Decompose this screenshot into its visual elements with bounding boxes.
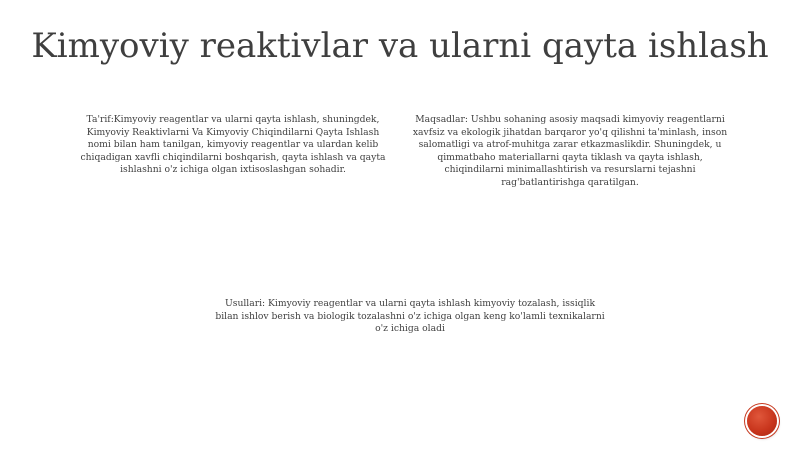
goals-text: Maqsadlar: Ushbu sohaning asosiy maqsadi kimyoviy reagentlarni xavfsiz va ekologik jihatdan barqaror yo'q qilishni ta'minlash, inson salomatligi va atrof-muhitga zarar etkazmaslikdir. Shuningdek, u qimmatbaho materiallarni qayta tiklash va qayta ishlash, chiqindilarni minimallashtirish va resurslarni tejashni rag'batlantirishga qaratilgan. [412,114,728,188]
red-circle-icon[interactable] [747,406,777,436]
definition-text: Ta'rif:Kimyoviy reagentlar va ularni qayta ishlash, shuningdek, Kimyoviy Reaktivlarni Va Kimyoviy Chiqindilarni Qayta Ishlash nomi bilan ham tanilgan, kimyoviy reagentlar va ulardan kelib chiqadigan xavfli chiqindilarni boshqarish, qayta ishlash va qayta ishlashni o'z ichiga olgan ixtisoslashgan sohadir. [80,114,386,176]
slide-title: Kimyoviy reaktivlar va ularni qayta ishlash [31,26,769,66]
methods-text: Usullari: Kimyoviy reagentlar va ularni qayta ishlash kimyoviy tozalash, issiqlik bilan ishlov berish va biologik tozalashni o'z ichiga olgan keng ko'lamli texnikalarni o'z ichiga oladi [215,298,605,335]
